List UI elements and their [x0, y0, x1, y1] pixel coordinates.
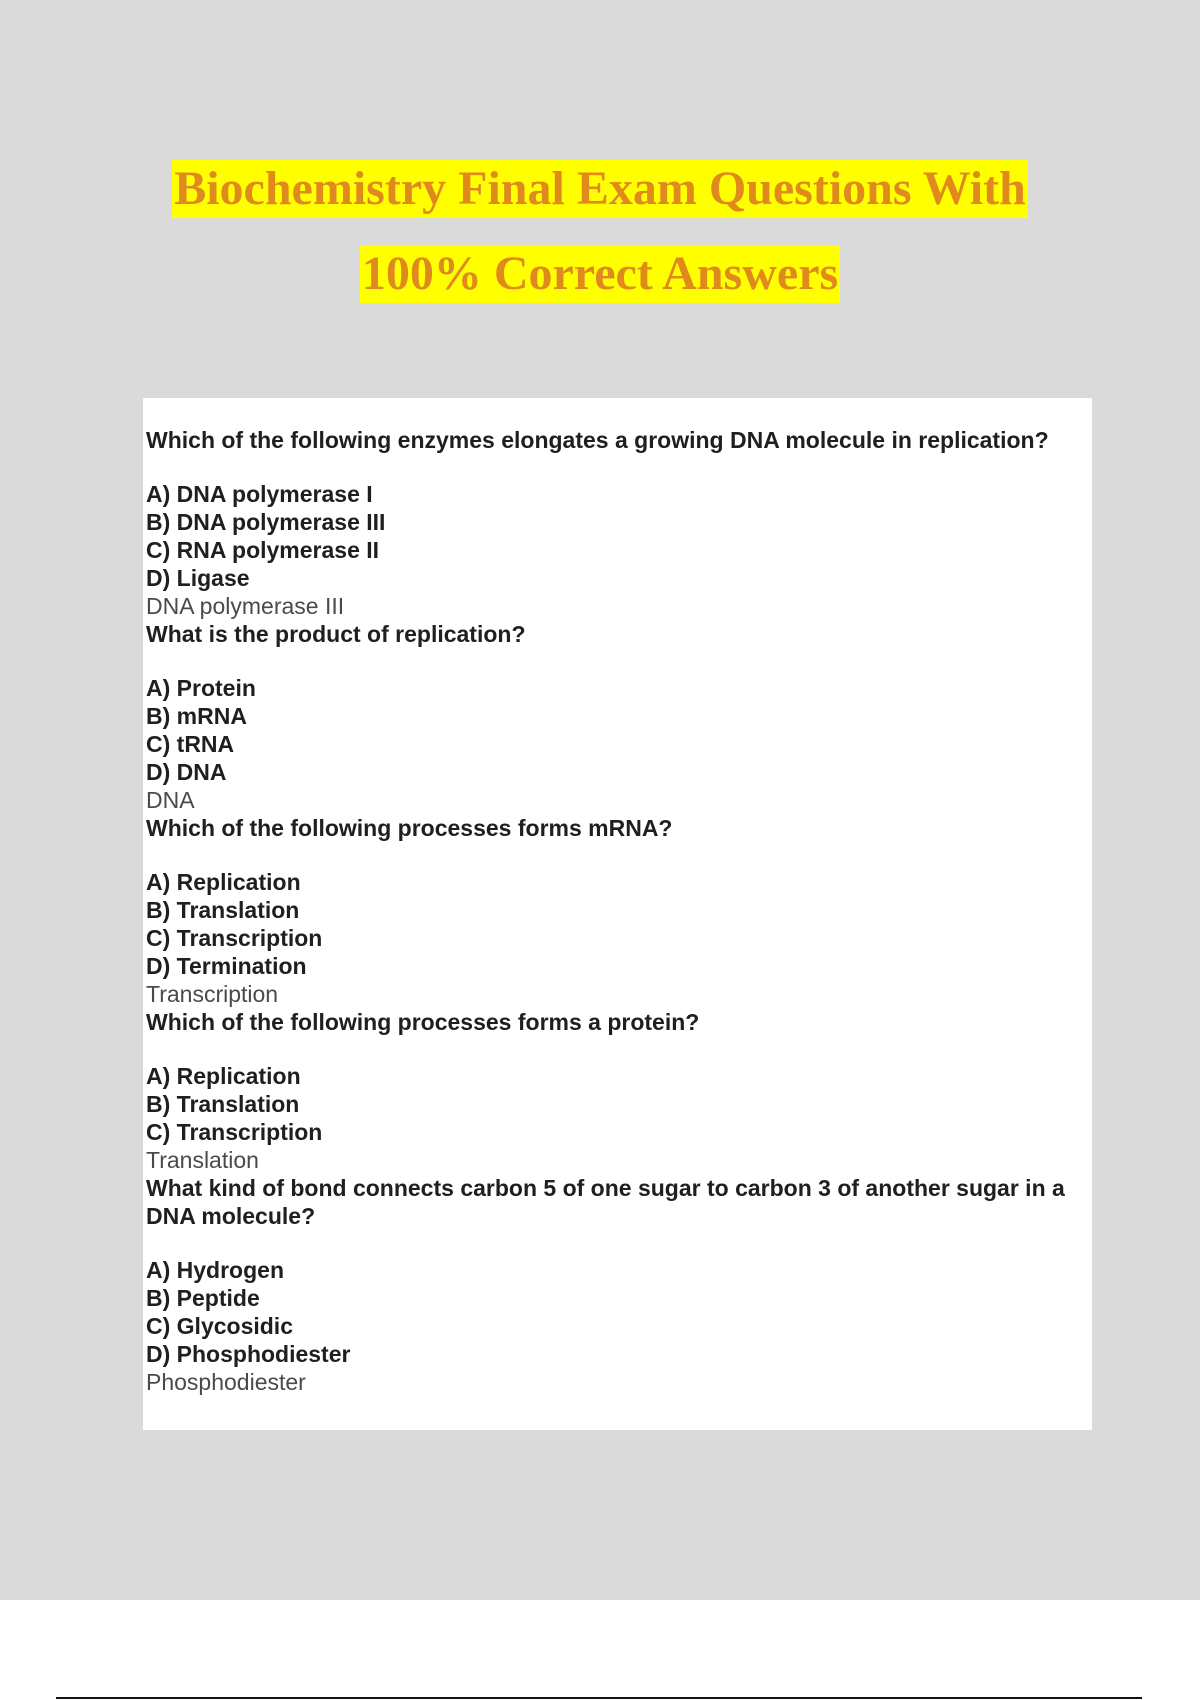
title-line-2: 100% Correct Answers: [360, 245, 840, 303]
answer-text: Phosphodiester: [146, 1369, 306, 1395]
question-text: Which of the following enzymes elongates a growing DNA molecule in replication?: [146, 427, 1049, 453]
option-a: A) Protein: [146, 675, 256, 701]
option-a: A) Hydrogen: [146, 1257, 284, 1283]
answer-text: Translation: [146, 1147, 259, 1173]
option-d: D) Ligase: [146, 565, 250, 591]
qa-item: [146, 620, 1086, 814]
answer-text: DNA: [146, 787, 195, 813]
option-b: B) Peptide: [146, 1285, 260, 1311]
option-a: A) Replication: [146, 869, 301, 895]
option-d: D) Phosphodiester: [146, 1341, 351, 1367]
qa-item: [146, 814, 1086, 1008]
qa-card: [143, 398, 1092, 1430]
question-text: Which of the following processes forms a protein?: [146, 1009, 700, 1035]
option-d: D) Termination: [146, 953, 307, 979]
question-text: Which of the following processes forms mRNA?: [146, 815, 673, 841]
options-list: [146, 1062, 1086, 1146]
option-c: C) Transcription: [146, 1119, 323, 1145]
question-text: What kind of bond connects carbon 5 of one sugar to carbon 3 of another sugar in a DNA molecule?: [146, 1175, 1065, 1229]
qa-item: [146, 1174, 1086, 1396]
answer-text: DNA polymerase III: [146, 593, 345, 619]
option-d: D) DNA: [146, 759, 227, 785]
options-list: [146, 868, 1086, 980]
question-text: What is the product of replication?: [146, 621, 526, 647]
option-a: A) Replication: [146, 1063, 301, 1089]
option-b: B) Translation: [146, 897, 300, 923]
option-a: A) DNA polymerase I: [146, 481, 373, 507]
option-c: C) Transcription: [146, 925, 323, 951]
qa-list: [146, 426, 1086, 1396]
qa-item: [146, 1008, 1086, 1174]
options-list: [146, 480, 1086, 592]
option-c: C) RNA polymerase II: [146, 537, 380, 563]
qa-item: [146, 426, 1086, 620]
answer-text: Transcription: [146, 981, 279, 1007]
option-b: B) mRNA: [146, 703, 247, 729]
options-list: [146, 1256, 1086, 1368]
option-b: B) Translation: [146, 1091, 300, 1117]
title-line-1: Biochemistry Final Exam Questions With: [172, 160, 1028, 218]
option-b: B) DNA polymerase III: [146, 509, 386, 535]
option-c: C) tRNA: [146, 731, 235, 757]
option-c: C) Glycosidic: [146, 1313, 293, 1339]
document-title: [0, 160, 1200, 303]
footer-divider: [56, 1697, 1142, 1699]
options-list: [146, 674, 1086, 786]
